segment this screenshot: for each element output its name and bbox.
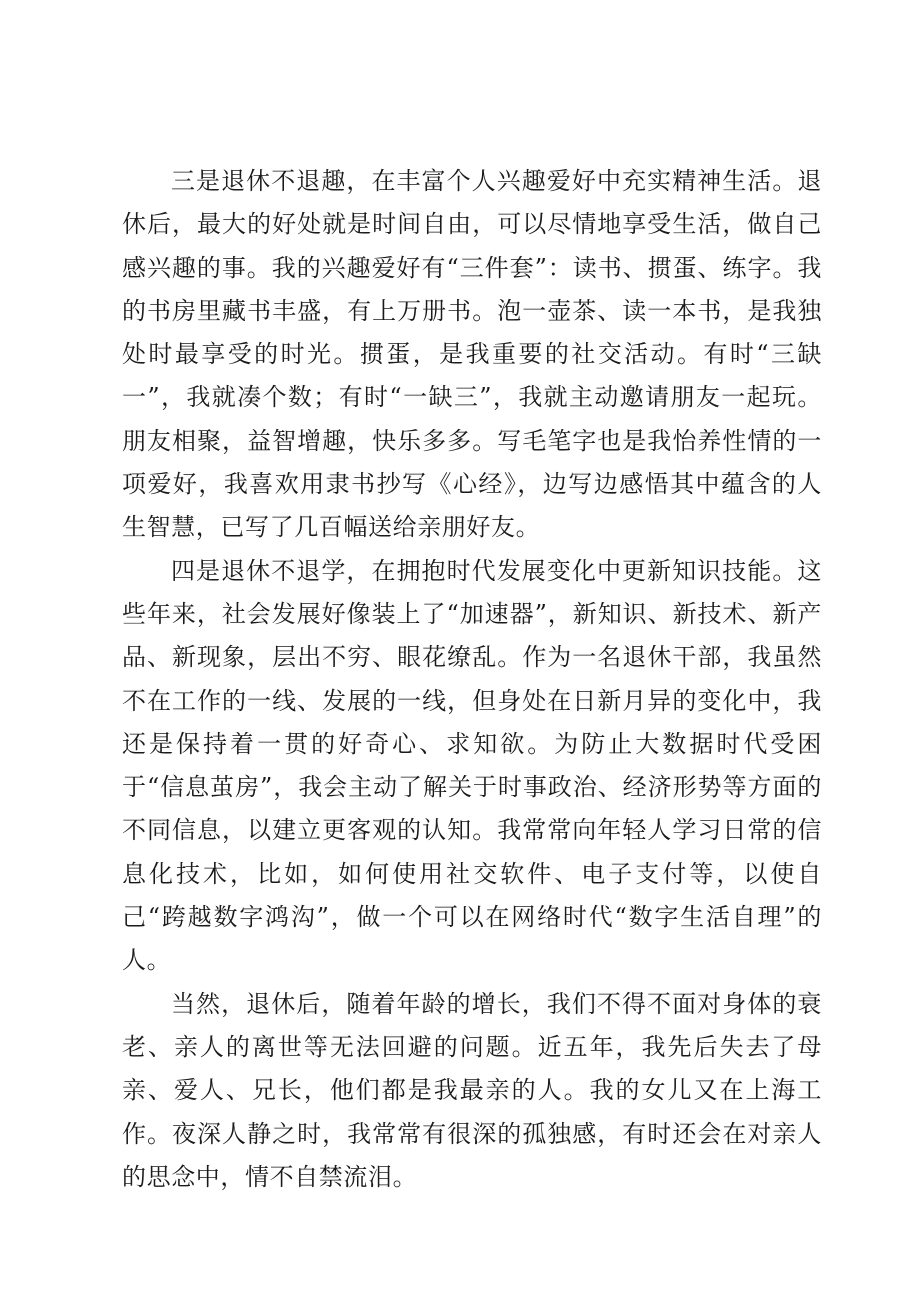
- paragraph-learning: 四是退休不退学，在拥抱时代发展变化中更新知识技能。这些年来，社会发展好像装上了“加速器”，新知识、新技术、新产品、新现象，层出不穷、眼花缭乱。作为一名退休干部，我虽然不在工作的一线、发展的一线，但身处在日新月异的变化中，我还是保持着一贯的好奇心、求知欲。为防止大数据时代受困于“信息茧房”，我会主动了解关于时事政治、经济形势等方面的不同信息，以建立更客观的认知。我常常向年轻人学习日常的信息化技术，比如，如何使用社交软件、电子支付等，以使自己“跨越数字鸿沟”，做一个可以在网络时代“数字生活自理”的人。: [122, 556, 822, 975]
- paragraph-hobbies: 三是退休不退趣，在丰富个人兴趣爱好中充实精神生活。退休后，最大的好处就是时间自由，可以尽情地享受生活，做自己感兴趣的事。我的兴趣爱好有“三件套”：读书、掼蛋、练字。我的书房里藏书丰盛，有上万册书。泡一壶茶、读一本书，是我独处时最享受的时光。掼蛋，是我重要的社交活动。有时“三缺一”，我就凑个数；有时“一缺三”，我就主动邀请朋友一起玩。朋友相聚，益智增趣，快乐多多。写毛笔字也是我怡养性情的一项爱好，我喜欢用隶书抄写《心经》，边写边感悟其中蕴含的人生智慧，已写了几百幅送给亲朋好友。: [122, 167, 822, 542]
- article-body: [122, 160, 822, 1199]
- paragraph-loneliness: 当然，退休后，随着年龄的增长，我们不得不面对身体的衰老、亲人的离世等无法回避的问题。近五年，我先后失去了母亲、爱人、兄长，他们都是我最亲的人。我的女儿又在上海工作。夜深人静之时，我常常有很深的孤独感，有时还会在对亲人的思念中，情不自禁流泪。: [122, 989, 822, 1191]
